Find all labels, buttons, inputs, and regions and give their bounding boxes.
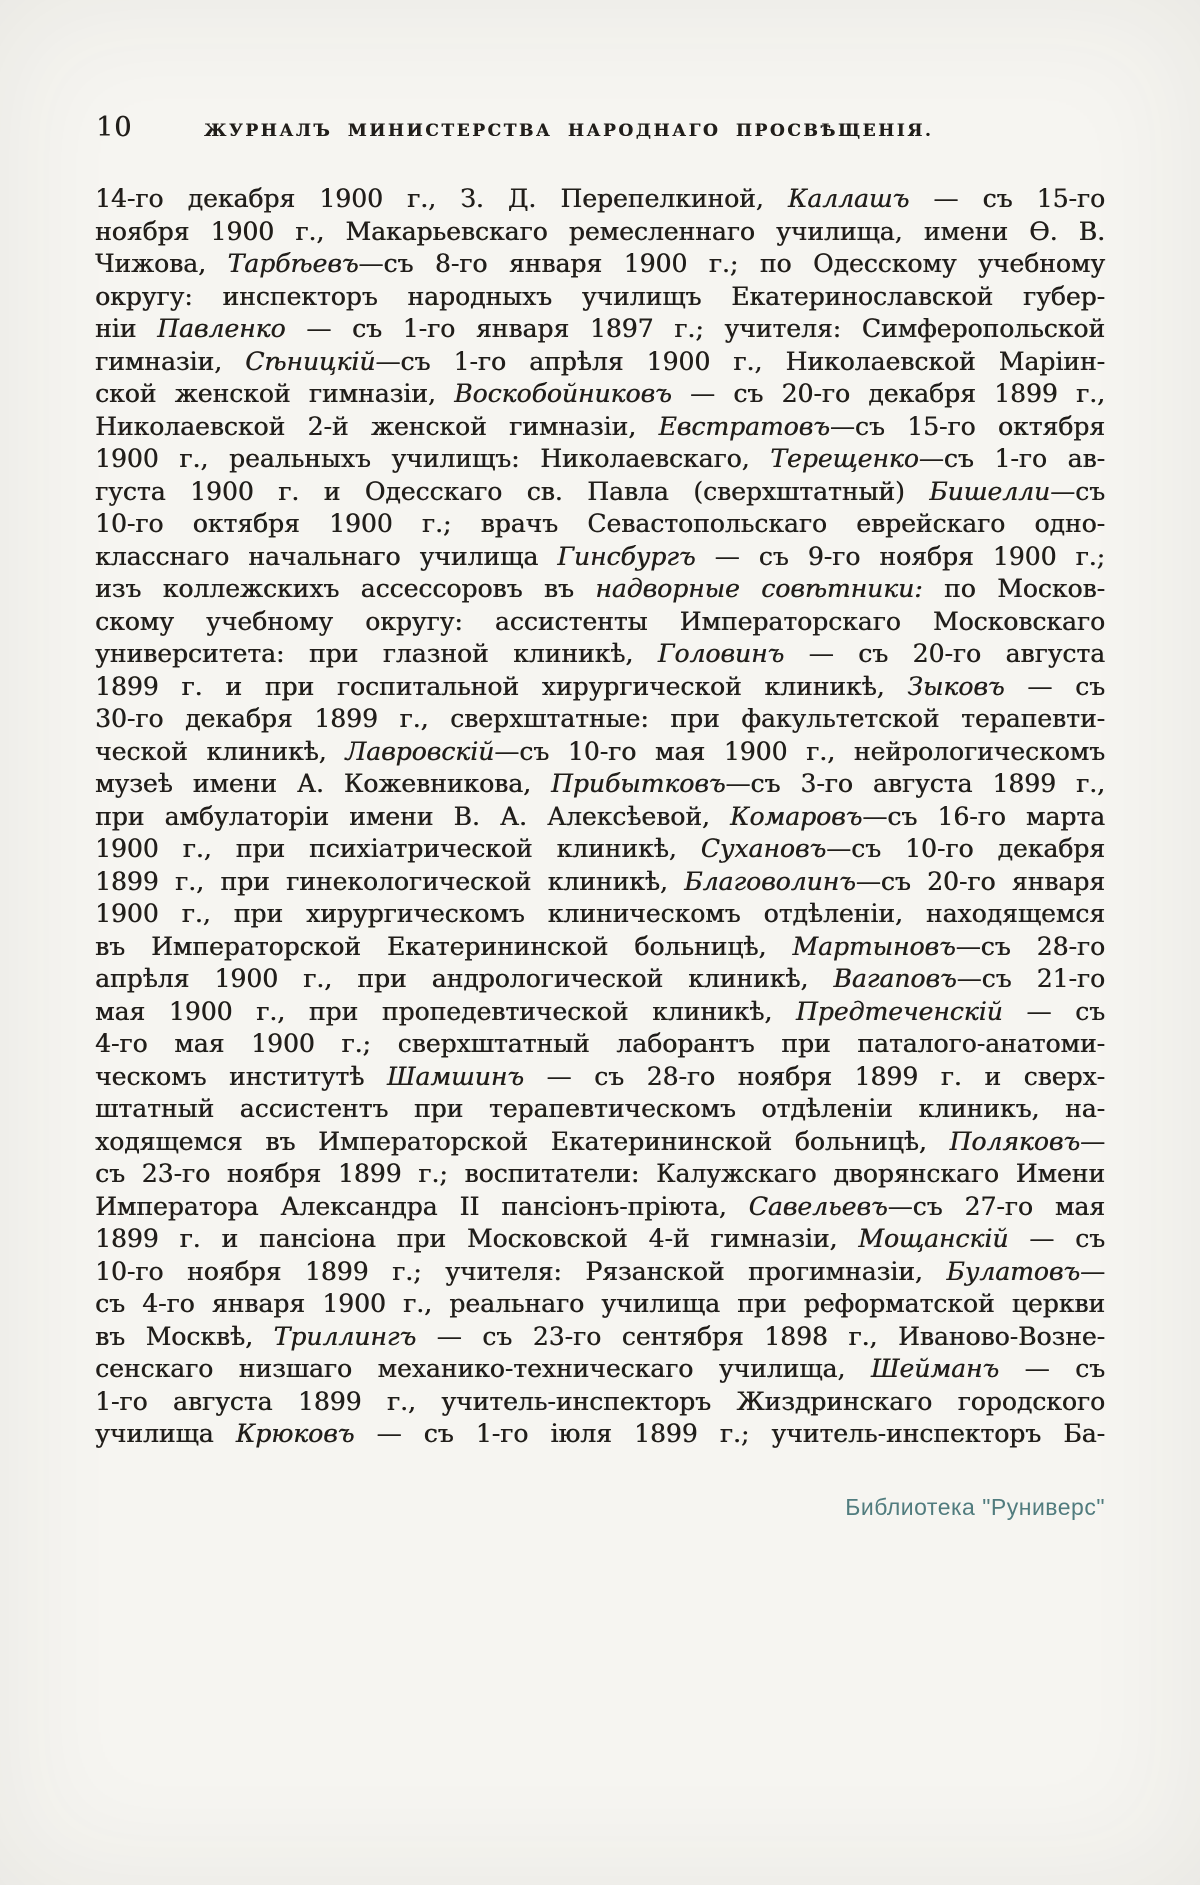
text-segment: ноября 1900 г., Макарьевскаго ремесленнаго училища, имени Ѳ. В.: [95, 216, 1105, 246]
text-segment: — съ 15-го: [909, 184, 1105, 213]
text-line: [95, 573, 1105, 606]
italic-name: Шейманъ: [870, 1354, 1000, 1383]
italic-name: Савельевъ: [748, 1191, 888, 1221]
italic-name: Мощанскій: [858, 1224, 1009, 1253]
italic-name: надворные совѣтники:: [595, 574, 923, 603]
italic-name: Лавровскій: [345, 736, 495, 766]
italic-name: Воскобойниковъ: [454, 379, 672, 408]
text-line: [95, 1353, 1105, 1386]
text-segment: — съ: [1008, 1224, 1105, 1253]
text-line: [95, 801, 1105, 834]
text-line: [95, 833, 1105, 866]
italic-name: Поляковъ: [949, 1126, 1080, 1156]
italic-name: Прибытковъ: [550, 769, 726, 798]
text-segment: —съ 16-го марта: [862, 801, 1105, 831]
italic-name: Зыковъ: [907, 671, 1005, 701]
text-segment: — съ 20-го декабря 1899 г.,: [671, 379, 1106, 408]
text-segment: 1900 г., при хирургическомъ клиническомъ отдѣленіи, находящемся: [95, 899, 1105, 928]
text-segment: ходящемся въ Императорской Екатерининской больницѣ,: [95, 1126, 950, 1156]
text-segment: густа 1900 г. и Одесскаго св. Павла (сверхштатный): [95, 476, 930, 506]
text-segment: 4-го мая 1900 г.; сверхштатный лаборантъ при паталого-анатоми-: [95, 1029, 1105, 1058]
italic-name: Мартыновъ: [792, 931, 956, 961]
text-line: [95, 638, 1105, 671]
text-line: [95, 898, 1105, 931]
text-line: [95, 606, 1105, 639]
page-number: 10: [96, 112, 133, 143]
text-segment: Чижова,: [95, 249, 228, 278]
text-segment: музеѣ имени А. Кожевникова,: [95, 769, 551, 798]
text-segment: скому учебному округу: ассистенты Императорскаго Московскаго: [95, 606, 1105, 636]
italic-name: Тарбѣевъ: [227, 249, 359, 278]
text-line: [95, 281, 1105, 314]
text-segment: —съ 8-го января 1900 г.; по Одесскому учебному: [358, 249, 1105, 278]
text-segment: — съ 23-го сентября 1898 г., Иваново-Возне-: [416, 1321, 1106, 1351]
text-segment: —съ 1-го апрѣля 1900 г., Николаевской Маріин-: [375, 346, 1106, 376]
text-segment: —съ 20-го января: [855, 866, 1105, 896]
text-segment: —съ: [1050, 476, 1105, 506]
text-segment: съ 4-го января 1900 г., реальнаго училища при реформатской церкви: [95, 1289, 1105, 1318]
italic-name: Вагаповъ: [833, 964, 957, 993]
text-segment: —съ 1-го ав-: [918, 444, 1105, 473]
text-line: [95, 671, 1105, 704]
text-segment: —съ 27-го мая: [887, 1191, 1105, 1221]
text-segment: ніи: [95, 314, 158, 343]
text-segment: мая 1900 г., при пропедевтической клиникѣ,: [95, 996, 796, 1026]
text-segment: — съ 1-го января 1897 г.; учителя: Симферопольской: [285, 314, 1105, 343]
text-segment: —: [1080, 1126, 1105, 1156]
text-segment: 14-го декабря 1900 г., З. Д. Перепелкиной,: [95, 184, 788, 213]
text-segment: ческой клиникѣ,: [95, 736, 346, 766]
text-segment: округу: инспекторъ народныхъ училищъ Екатеринославской губер-: [95, 281, 1105, 311]
text-segment: 1899 г. и пансіона при Московской 4-й гимназіи,: [95, 1224, 859, 1253]
text-segment: 10-го октября 1900 г.; врачъ Севастопольскаго еврейскаго одно-: [95, 509, 1105, 538]
italic-name: Булатовъ: [946, 1256, 1080, 1286]
text-line: [95, 1191, 1105, 1224]
text-line: [95, 1386, 1105, 1419]
text-segment: — съ 28-го ноября 1899 г. и сверх-: [523, 1061, 1106, 1091]
text-segment: —съ 10-го мая 1900 г., нейрологическомъ: [494, 736, 1106, 766]
text-segment: съ 23-го ноября 1899 г.; воспитатели: Калужскаго дворянскаго Имени: [95, 1159, 1105, 1188]
text-segment: ческомъ институтѣ: [95, 1061, 387, 1091]
text-segment: 30-го декабря 1899 г., сверхштатные: при факультетской терапевти-: [95, 704, 1105, 733]
text-segment: 10-го ноября 1899 г.; учителя: Рязанской прогимназіи,: [95, 1256, 947, 1286]
text-segment: 1900 г., реальныхъ училищъ: Николаевскаго,: [95, 444, 771, 473]
library-watermark: Библиотека "Руниверс": [845, 1494, 1105, 1520]
text-segment: по Москов-: [922, 574, 1105, 603]
text-line: [95, 703, 1105, 736]
text-line: [95, 1418, 1105, 1451]
text-line: [95, 1158, 1105, 1191]
text-segment: —: [1080, 1256, 1105, 1286]
text-line: [95, 866, 1105, 899]
text-segment: 1899 г., при гинекологической клиникѣ,: [95, 866, 685, 896]
text-segment: штатный ассистентъ при терапевтическомъ отдѣленіи клиникъ, на-: [95, 1094, 1105, 1123]
text-line: [95, 183, 1105, 216]
text-line: [95, 346, 1105, 379]
text-segment: —съ 15-го октября: [829, 411, 1105, 441]
italic-name: Головинъ: [657, 639, 785, 668]
text-line: [95, 313, 1105, 346]
italic-name: Шамшинъ: [386, 1061, 524, 1091]
text-line: [95, 1321, 1105, 1354]
text-line: [95, 736, 1105, 769]
text-line: [95, 508, 1105, 541]
text-segment: — съ 1-го іюля 1899 г.; учитель-инспекторъ Ба-: [354, 1419, 1105, 1448]
italic-name: Терещенко: [770, 444, 919, 473]
text-line: [95, 476, 1105, 509]
text-segment: 1899 г. и при госпитальной хирургической клиникѣ,: [95, 671, 908, 701]
text-segment: ской женской гимназіи,: [95, 379, 455, 408]
text-segment: — съ 9-го ноября 1900 г.;: [695, 541, 1105, 571]
text-segment: —съ 10-го декабря: [826, 834, 1105, 863]
text-line: [95, 1256, 1105, 1289]
text-segment: Императора Александра II пансіонъ-пріюта,: [95, 1191, 749, 1221]
text-segment: въ Москвѣ,: [95, 1321, 274, 1351]
text-line: [95, 1288, 1105, 1321]
text-segment: училища: [95, 1419, 236, 1448]
text-segment: изъ коллежскихъ ассессоровъ въ: [95, 574, 596, 603]
italic-name: Сухановъ: [700, 834, 827, 863]
text-segment: —съ 21-го: [956, 964, 1105, 993]
text-line: [95, 931, 1105, 964]
text-segment: въ Императорской Екатерининской больницѣ,: [95, 931, 793, 961]
italic-name: Крюковъ: [235, 1419, 355, 1448]
italic-name: Предтеченскій: [795, 996, 1003, 1026]
italic-name: Павленко: [157, 314, 286, 343]
text-segment: при амбулаторіи имени В. А. Алексѣевой,: [95, 801, 730, 831]
italic-name: Каллашъ: [787, 184, 910, 213]
text-segment: 1-го августа 1899 г., учитель-инспекторъ Жиздринскаго городского: [95, 1386, 1105, 1416]
text-segment: университета: при глазной клиникѣ,: [95, 639, 658, 668]
body-text: [95, 183, 1105, 1451]
text-segment: —съ 28-го: [955, 931, 1105, 961]
italic-name: Бишелли: [929, 476, 1051, 506]
text-segment: сенскаго низшаго механико-техническаго училища,: [95, 1354, 871, 1383]
text-line: [95, 963, 1105, 996]
text-segment: — съ 20-го августа: [784, 639, 1105, 668]
text-line: [95, 443, 1105, 476]
italic-name: Евстратовъ: [658, 411, 830, 441]
italic-name: Благоволинъ: [684, 866, 856, 896]
text-line: [95, 411, 1105, 444]
text-segment: класснаго начальнаго училища: [95, 541, 558, 571]
text-line: [95, 216, 1105, 249]
text-segment: — съ: [1002, 996, 1105, 1026]
text-line: [95, 768, 1105, 801]
text-segment: апрѣля 1900 г., при андрологической клиникѣ,: [95, 964, 834, 993]
italic-name: Гинсбургъ: [557, 541, 696, 571]
text-line: [95, 1028, 1105, 1061]
running-title: ЖУРНАЛЪ МИНИСТЕРСТВА НАРОДНАГО ПРОСВѢЩЕНІЯ.: [204, 121, 934, 141]
text-segment: Николаевской 2-й женской гимназіи,: [95, 411, 659, 441]
text-segment: — съ: [999, 1354, 1105, 1383]
italic-name: Триллингъ: [273, 1321, 417, 1351]
text-line: [95, 378, 1105, 411]
text-line: [95, 1223, 1105, 1256]
text-line: [95, 1061, 1105, 1094]
text-segment: 1900 г., при психіатрической клиникѣ,: [95, 834, 701, 863]
text-line: [95, 248, 1105, 281]
italic-name: Комаровъ: [729, 801, 863, 831]
text-line: [95, 1126, 1105, 1159]
text-line: [95, 996, 1105, 1029]
text-segment: — съ: [1004, 671, 1105, 701]
italic-name: Сѣницкій: [245, 346, 376, 376]
text-segment: гимназіи,: [95, 346, 246, 376]
text-line: [95, 1093, 1105, 1126]
text-segment: —съ 3-го августа 1899 г.,: [725, 769, 1105, 798]
text-line: [95, 541, 1105, 574]
